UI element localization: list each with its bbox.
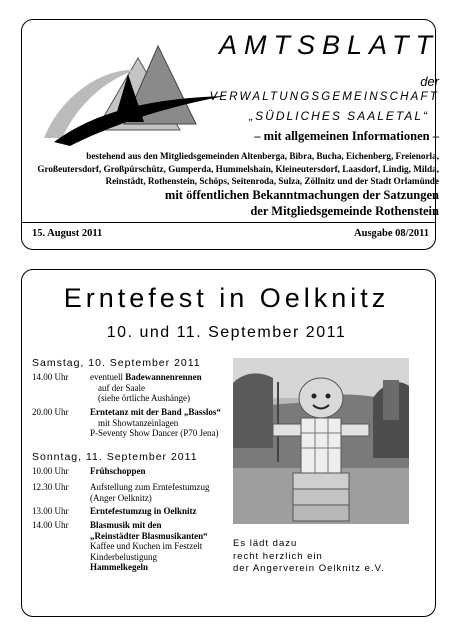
invitation-line: der Angerverein Oelknitz e.V. (233, 563, 385, 574)
event-line: mit Showtanzeinlagen (98, 417, 179, 428)
event-line: „Reinstädter Blasmusikanten“ (90, 530, 208, 541)
invitation-line: Es lädt dazu (233, 538, 298, 549)
event-line: eventuell Badewannenrennen (90, 372, 202, 382)
event-line: Blasmusik mit den (90, 520, 162, 530)
event-time: 13.00 Uhr (32, 506, 69, 516)
event-line: auf der Saale (98, 382, 145, 393)
header-divider (21, 222, 436, 223)
public-notices-line-2: der Mitgliedsgemeinde Rothenstein (250, 204, 439, 218)
public-notices (28, 187, 439, 219)
event-line: Erntefestumzug in Oelknitz (90, 506, 197, 516)
day1-heading: Samstag, 10. September 2011 (32, 357, 201, 369)
scarecrow-photo (233, 358, 409, 524)
event-line: (Anger Oelknitz) (90, 492, 152, 503)
masthead-der: der (420, 74, 439, 89)
masthead-suedliches: „SÜDLICHES SAALETAL“ (249, 109, 429, 123)
article-subtitle: 10. und 11. September 2011 (106, 324, 347, 341)
masthead-title: AMTSBLATT (218, 30, 439, 60)
masthead-info: – mit allgemeinen Informationen – (254, 129, 439, 143)
event-line: Kinderbelustigung (90, 551, 157, 562)
event-time: 14.00 Uhr (32, 520, 69, 530)
member-municipalities: bestehend aus den Mitgliedsgemeinden Altenberga, Bibra, Bucha, Eichenberg, Freienorla, Großeutersdorf, Großpürschütz, Gumperda, Hummelshain, Kleineutersdorf, Laasdorf, Lindig, Milda, Reinstädt, Rothenstein, Schöps, Seitenroda, Sulza, Zöllnitz und der Stadt Orlamünde (37, 151, 439, 186)
event-line: Hammelkegeln (90, 562, 148, 572)
event-line: Kaffee und Kuchen im Festzelt (90, 541, 203, 551)
article-title: Erntefest in Oelknitz (63, 283, 390, 313)
event-time: 12.30 Uhr (32, 482, 69, 492)
event-line: P-Seventy Show Dancer (P70 Jena) (90, 428, 219, 438)
event-line: Frühschoppen (90, 466, 146, 476)
public-notices-line-1: mit öffentlichen Bekanntmachungen der Satzungen (164, 188, 439, 202)
event-line: (siehe örtliche Aushänge) (98, 393, 190, 403)
logo-mountains-icon (40, 38, 230, 150)
issue-date: 15. August 2011 (32, 228, 103, 239)
invitation-line: recht herzlich ein (233, 550, 323, 562)
event-line: Aufstellung zum Erntefestumzug (90, 482, 210, 492)
invitation (233, 538, 385, 576)
masthead-vg: VERWALTUNGSGEMEINSCHAFT (209, 91, 439, 103)
event-time: 14.00 Uhr (32, 372, 69, 382)
issue-number: Ausgabe 08/2011 (354, 228, 429, 239)
event-line: Erntetanz mit der Band „Basslos“ (90, 407, 221, 417)
day2-heading: Sonntag, 11. September 2011 (32, 451, 198, 463)
event-time: 10.00 Uhr (32, 466, 69, 476)
event-time: 20.00 Uhr (32, 407, 69, 417)
